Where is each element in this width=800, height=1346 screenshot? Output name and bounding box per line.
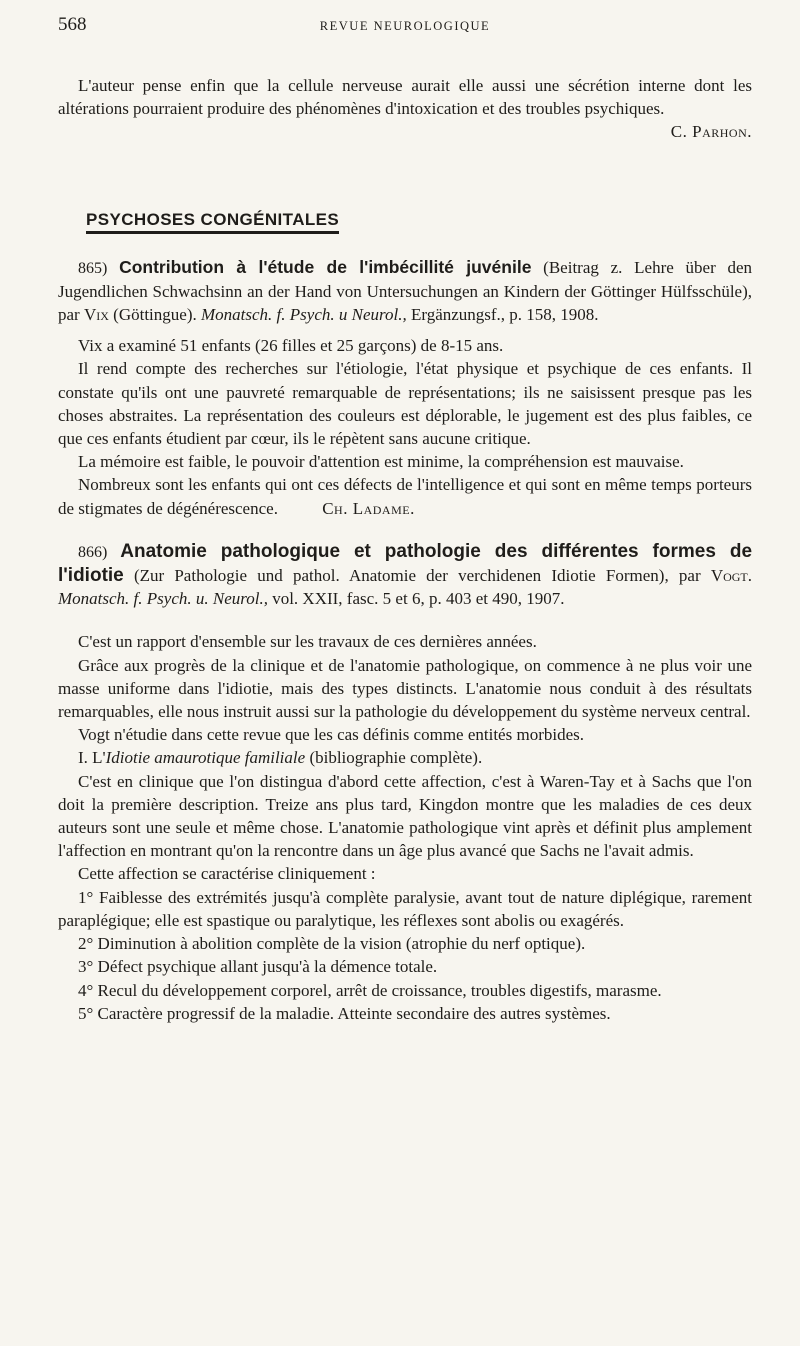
entry-866-number: 866) (78, 543, 108, 561)
entry-865-ref-place: (Göttingue). (113, 305, 197, 325)
entry-866-paragraph-4 (58, 746, 752, 769)
entry-866-paragraph-3: Vogt n'étudie dans cette revue que les cas définis comme entités morbides. (78, 725, 584, 745)
list-item: 4° Recul du développement corporel, arrêt de croissance, troubles digestifs, marasme. (78, 980, 662, 1000)
intro-paragraph (58, 74, 752, 142)
entry-866-author: Vogt. (710, 566, 753, 586)
entry-866-journal: Monatsch. f. Psych. u. Neurol., (58, 589, 268, 609)
entry-866-ref-german: (Zur Pathologie und pathol. Anatomie der verchidenen Idiotie Formen), par (133, 566, 701, 586)
entry-865-paragraph-4 (58, 473, 752, 519)
entry-865-ref-german: (Beitrag z. Lehre über den Jugendlichen Schwachsinn an der Hand von Untersuchungen an Kindern der Göttinger Hülfsschüle), par (58, 257, 753, 325)
list-item: 3° Défect psychique allant jusqu'à la démence totale. (78, 957, 438, 977)
entry-865-paragraph-1: Vix a examiné 51 enfants (26 filles et 25 garçons) de 8-15 ans. (78, 336, 504, 356)
journal-title: REVUE NEUROLOGIQUE (319, 19, 491, 33)
intro-signature: C. Parhon. (670, 122, 752, 142)
entry-866-paragraph-1: C'est un rapport d'ensemble sur les travaux de ces dernières années. (78, 632, 537, 652)
page-number: 568 (58, 14, 87, 35)
entry-866-heading (58, 540, 752, 611)
entry-866-ref-tail: vol. XXII, fasc. 5 et 6, p. 403 et 490, 1907. (272, 589, 565, 609)
entry-865-journal: Monatsch. f. Psych. u Neurol., (201, 305, 407, 325)
entry-866-p4-suffix: (bibliographie complète). (309, 748, 483, 768)
entry-866-p4-italic: Idiotie amaurotique familiale (105, 748, 306, 768)
entry-865-signature: Ch. Ladame. (322, 498, 415, 518)
list-item: 5° Caractère progressif de la maladie. Atteinte secondaire des autres systèmes. (78, 1003, 611, 1023)
running-head (58, 14, 752, 44)
section-heading: PSYCHOSES CONGÉNITALES (86, 210, 339, 234)
entry-865-number: 865) (78, 259, 108, 277)
entry-865-heading (58, 256, 752, 327)
list-item: 1° Faiblesse des extrémités jusqu'à complète paralysie, avant tout de nature diplégique, rarement paraplégique; elle est spastique ou paralytique, les réflexes sont abolis ou exagérés. (58, 887, 752, 930)
entry-865-ref-tail: Ergänzungsf., p. 158, 1908. (410, 305, 599, 325)
entry-865-title: Contribution à l'étude de l'imbécillité juvénile (119, 256, 532, 277)
entry-866-p4-prefix: I. L' (78, 748, 106, 768)
intro-text: L'auteur pense enfin que la cellule nerveuse aurait elle aussi une sécrétion interne dont les altérations pourraient produire des phénomènes d'intoxication et des troubles psychiques. (58, 76, 752, 119)
entry-866-paragraph-6: Cette affection se caractérise cliniquement : (78, 864, 376, 884)
entry-866-title: Anatomie pathologique et pathologie des différentes formes de l'idiotie (58, 540, 753, 587)
list-item: 2° Diminution à abolition complète de la vision (atrophie du nerf optique). (78, 934, 586, 954)
entry-866-paragraph-5: C'est en clinique que l'on distingua d'abord cette affection, c'est à Waren-Tay et à Sachs que l'on doit la première description. Treize ans plus tard, Kingdon montre que les maladies de ces deux auteurs sont une seule et même chose. L'anatomie pathologique vint après et définit plus amplement l'affection en montrant qu'on la rencontre dans un âge plus avancé que Sachs ne l'avait admis. (58, 771, 752, 861)
entry-865-paragraph-3: La mémoire est faible, le pouvoir d'attention est minime, la compréhension est mauvaise. (78, 452, 684, 472)
entry-865-author: Vix (83, 305, 109, 325)
entry-865-paragraph-2: Il rend compte des recherches sur l'étiologie, l'état physique et psychique de ces enfants. Il constate qu'ils ont une pauvreté remarquable de représentations; ils ne saisissent presque pas les choses abstraites. La représentation des couleurs est déplorable, le jugement est des plus faibles, ce que ces enfants étudient par cœur, ils le répètent sans aucune critique. (58, 359, 752, 449)
entry-866-paragraph-2: Grâce aux progrès de la clinique et de l'anatomie pathologique, on commence à ne plus voir une masse uniforme dans l'idiotie, mais des types distincts. L'anatomie nous conduit à des résultats remarquables, elle nous instruit aussi sur la pathologie du développement du système nerveux central. (58, 655, 752, 722)
entry-865-paragraph-4-text: Nombreux sont les enfants qui ont ces défects de l'intelligence et qui sont en même temps porteurs de stigmates de dégénérescence. (58, 475, 752, 518)
